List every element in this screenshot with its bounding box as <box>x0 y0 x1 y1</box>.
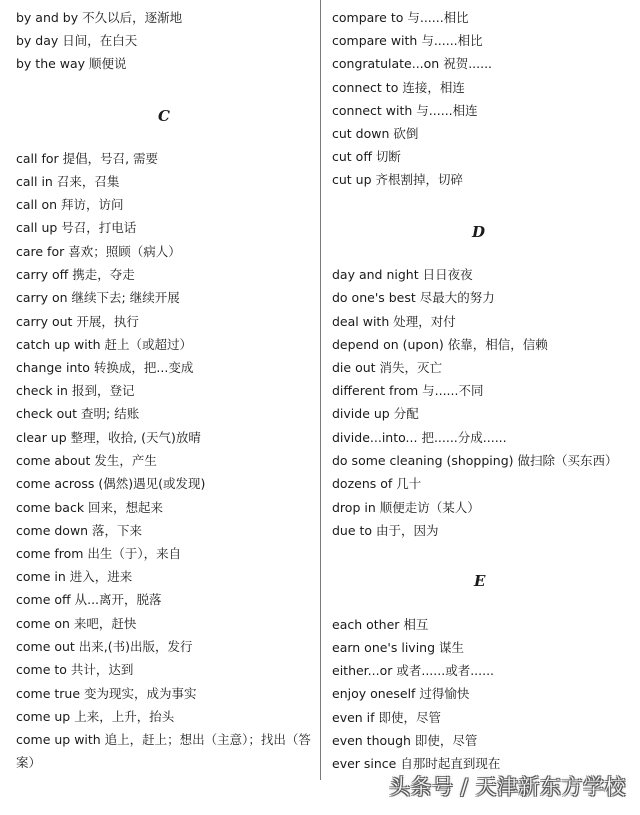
phrase-entry: call in 召来，召集 <box>16 174 120 189</box>
phrase-entry: divide up 分配 <box>332 406 419 421</box>
phrase-entry: come up with 追上，赶上；想出（主意）；找出（答案） <box>16 732 311 770</box>
phrase-entry: call for 提倡，号召, 需要 <box>16 151 159 166</box>
phrase-entry: come on 来吧，赶快 <box>16 616 137 631</box>
phrase-entry: come down 落，下来 <box>16 523 143 538</box>
phrase-entry: connect to 连接，相连 <box>332 80 465 95</box>
phrase-entry: connect with 与......相连 <box>332 103 478 118</box>
phrase-entry: clear up 整理，收拾, (天气)放晴 <box>16 430 201 445</box>
phrase-entry: change into 转换成，把...变成 <box>16 360 194 375</box>
phrase-entry: check out 查明; 结账 <box>16 406 140 421</box>
phrase-entry: earn one's living 谋生 <box>332 640 464 655</box>
phrase-entry: call on 拜访，访问 <box>16 197 124 212</box>
phrase-entry: cut off 切断 <box>332 149 401 164</box>
phrase-entry: catch up with 赶上（或超过） <box>16 337 193 352</box>
phrase-entry: call up 号召，打电话 <box>16 220 137 235</box>
phrase-entry: carry out 开展，执行 <box>16 314 139 329</box>
phrase-entry: by day 日间，在白天 <box>16 33 138 48</box>
phrase-entry: even if 即使，尽管 <box>332 710 442 725</box>
phrase-entry: care for 喜欢；照顾（病人） <box>16 244 181 259</box>
phrase-entry: come across (偶然)遇见(或发现) <box>16 476 206 491</box>
phrase-entry: depend on (upon) 依靠，相信，信赖 <box>332 337 548 352</box>
phrase-entry: enjoy oneself 过得愉快 <box>332 686 470 701</box>
phrase-entry: check in 报到，登记 <box>16 383 135 398</box>
phrase-entry: due to 由于，因为 <box>332 523 439 538</box>
phrase-entry: deal with 处理，对付 <box>332 314 456 329</box>
section-heading-e: E <box>474 572 486 590</box>
phrase-entry: either...or 或者......或者...... <box>332 663 495 678</box>
phrase-entry: compare with 与......相比 <box>332 33 483 48</box>
phrase-entry: come from 出生（于），来自 <box>16 546 182 561</box>
phrase-entry: drop in 顺便走访（某人） <box>332 500 480 515</box>
phrase-entry: do one's best 尽最大的努力 <box>332 290 495 305</box>
phrase-entry: carry off 携走，夺走 <box>16 267 135 282</box>
phrase-entry: come to 共计，达到 <box>16 662 134 677</box>
phrase-entry: come back 回来，想起来 <box>16 500 164 515</box>
phrase-entry: come out 出来,(书)出版，发行 <box>16 639 193 654</box>
phrase-entry: compare to 与......相比 <box>332 10 469 25</box>
phrase-entry: congratulate...on 祝贺...... <box>332 56 493 71</box>
phrase-entry: cut up 齐根割掉，切碎 <box>332 172 464 187</box>
phrase-entry: cut down 砍倒 <box>332 126 419 141</box>
phrase-entry: die out 消失，灭亡 <box>332 360 443 375</box>
phrase-entry: ever since 自那时起直到现在 <box>332 756 501 771</box>
watermark-text: 头条号 / 天津新东方学校 <box>389 775 626 799</box>
phrase-entry: come about 发生，产生 <box>16 453 157 468</box>
phrase-entry: by the way 顺便说 <box>16 56 127 71</box>
section-heading-d: D <box>472 223 486 241</box>
phrase-entry: each other 相互 <box>332 617 429 632</box>
phrase-entry: come true 变为现实，成为事实 <box>16 686 197 701</box>
phrase-entry: come up 上来，上升，抬头 <box>16 709 175 724</box>
section-heading-c: C <box>158 107 170 125</box>
phrase-entry: come off 从...离开，脱落 <box>16 592 162 607</box>
phrase-entry: come in 进入，进来 <box>16 569 133 584</box>
column-divider <box>320 0 321 780</box>
phrase-entry: dozens of 几十 <box>332 476 422 491</box>
phrase-entry: by and by 不久以后，逐渐地 <box>16 10 183 25</box>
phrase-entry: carry on 继续下去; 继续开展 <box>16 290 180 305</box>
phrase-entry: even though 即使，尽管 <box>332 733 478 748</box>
phrase-entry: do some cleaning (shopping) 做扫除（买东西） <box>332 453 618 468</box>
phrase-entry: divide...into... 把......分成...... <box>332 430 507 445</box>
phrase-entry: day and night 日日夜夜 <box>332 267 473 282</box>
phrase-entry: different from 与......不同 <box>332 383 484 398</box>
